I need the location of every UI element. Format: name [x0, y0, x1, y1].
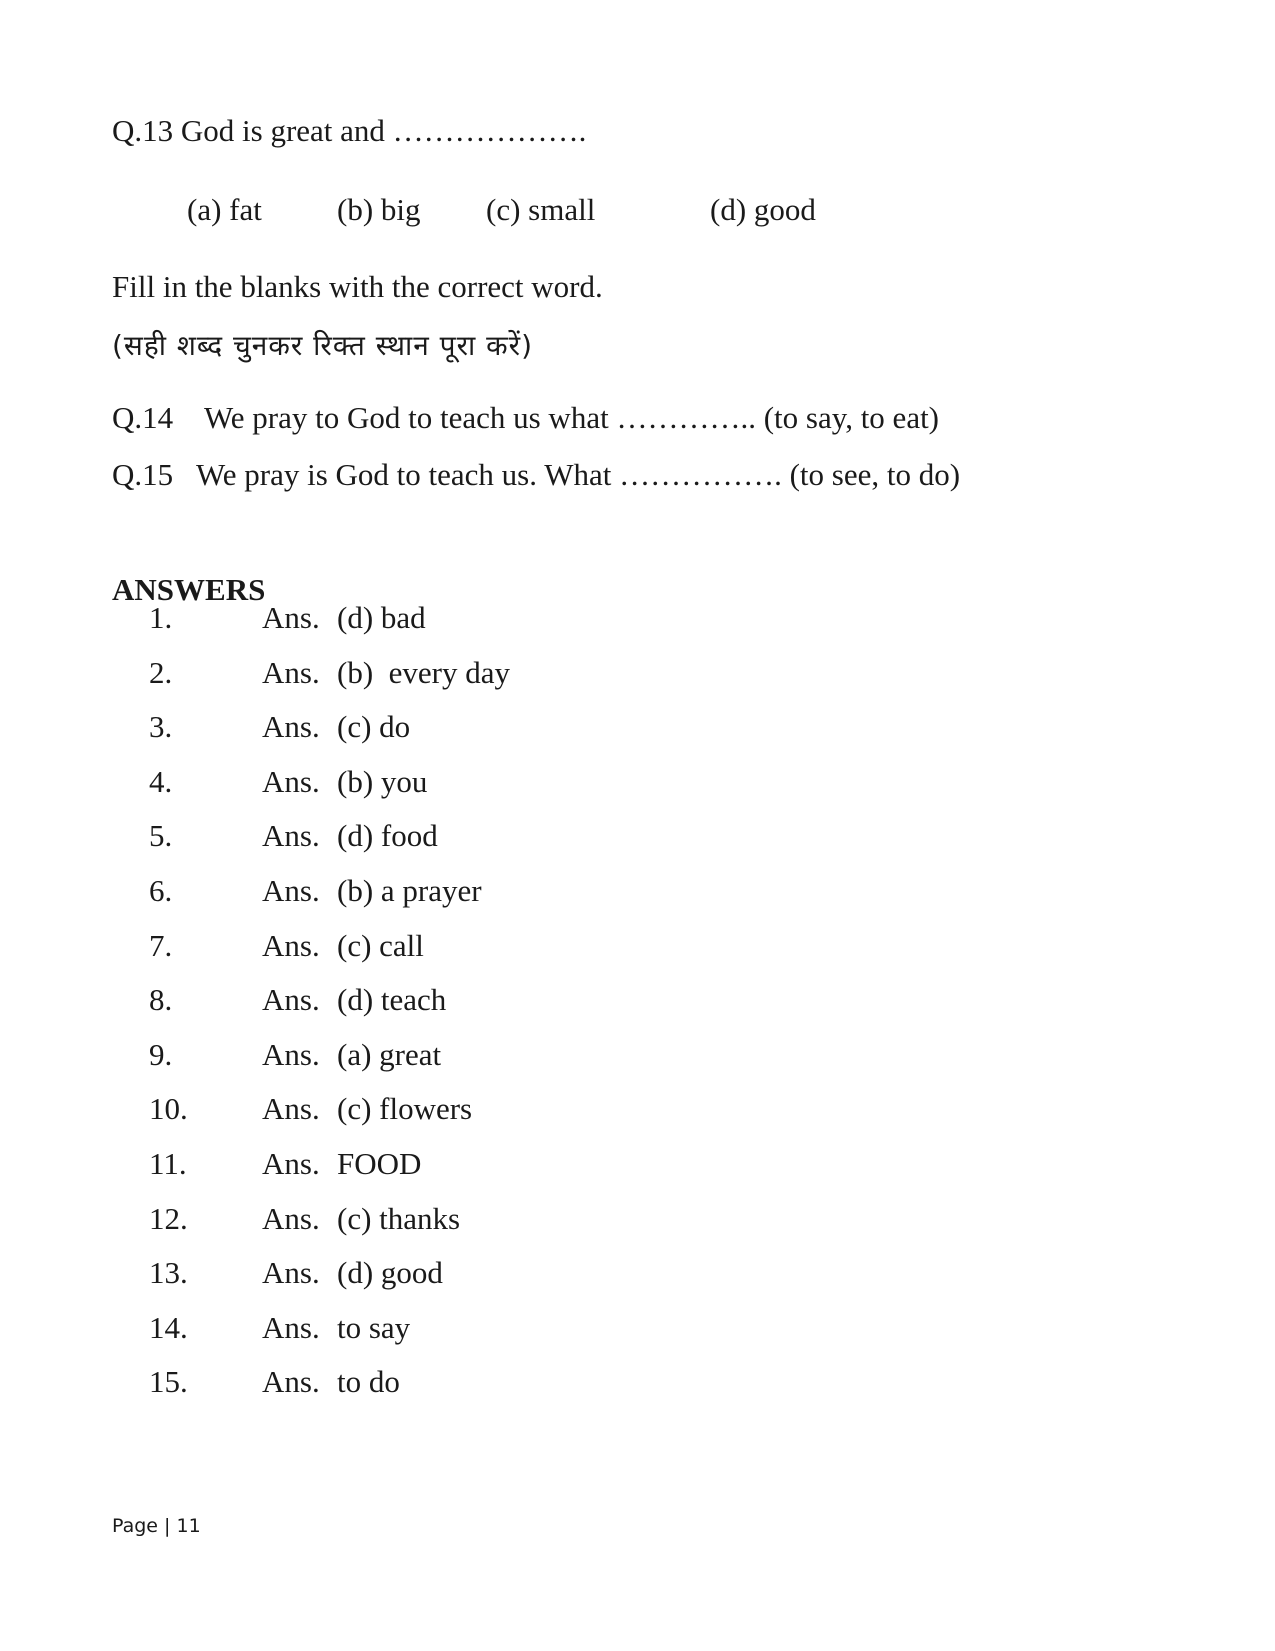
question-14-text: We pray to God to teach us what ………….. (to say, to eat) — [204, 400, 940, 435]
answers-heading: ANSWERS — [112, 572, 266, 607]
answer-prefix: Ans. — [262, 1364, 320, 1399]
answer-text: (d) good — [337, 1255, 443, 1290]
answer-number: 3. — [149, 709, 173, 744]
answer-number: 4. — [149, 764, 173, 799]
answer-text: (b) you — [337, 764, 428, 799]
answer-number: 1. — [149, 600, 173, 635]
answer-text: (c) flowers — [337, 1091, 473, 1126]
instruction-english: Fill in the blanks with the correct word. — [112, 269, 603, 304]
answer-number: 15. — [149, 1364, 188, 1399]
answer-number: 12. — [149, 1201, 188, 1236]
answer-text: FOOD — [337, 1146, 422, 1181]
answer-prefix: Ans. — [262, 928, 320, 963]
option-d: (d) good — [710, 192, 816, 227]
option-b: (b) big — [337, 192, 421, 227]
answer-number: 8. — [149, 982, 173, 1017]
answer-number: 11. — [149, 1146, 187, 1181]
answer-prefix: Ans. — [262, 982, 320, 1017]
answer-number: 13. — [149, 1255, 188, 1290]
question-15-number: Q.15 — [112, 457, 174, 492]
option-c: (c) small — [486, 192, 596, 227]
answer-number: 9. — [149, 1037, 173, 1072]
answer-text: to say — [337, 1310, 411, 1345]
answer-text: (d) teach — [337, 982, 447, 1017]
answer-number: 2. — [149, 655, 173, 690]
question-14-number: Q.14 — [112, 400, 174, 435]
answer-prefix: Ans. — [262, 600, 320, 635]
answer-prefix: Ans. — [262, 1201, 320, 1236]
answer-prefix: Ans. — [262, 764, 320, 799]
answer-number: 14. — [149, 1310, 188, 1345]
answer-number: 6. — [149, 873, 173, 908]
answer-text: (c) call — [337, 928, 424, 963]
answer-text: (d) bad — [337, 600, 426, 635]
answer-text: (d) food — [337, 818, 438, 853]
question-14 — [112, 400, 939, 436]
answer-prefix: Ans. — [262, 1255, 320, 1290]
answer-prefix: Ans. — [262, 655, 320, 690]
page-footer: Page | 11 — [112, 1515, 201, 1537]
answer-number: 5. — [149, 818, 173, 853]
answer-prefix: Ans. — [262, 1091, 320, 1126]
question-15 — [112, 457, 960, 493]
answer-text: to do — [337, 1364, 400, 1399]
answer-text: (b) every day — [337, 655, 510, 690]
answer-prefix: Ans. — [262, 1310, 320, 1345]
question-15-text: We pray is God to teach us. What ……………. (to see, to do) — [196, 457, 961, 492]
answer-prefix: Ans. — [262, 818, 320, 853]
answer-prefix: Ans. — [262, 1146, 320, 1181]
answer-number: 10. — [149, 1091, 188, 1126]
answer-prefix: Ans. — [262, 1037, 320, 1072]
instruction-hindi: (सही शब्द चुनकर रिक्त स्थान पूरा करें) — [112, 329, 534, 362]
answer-number: 7. — [149, 928, 173, 963]
question-13: Q.13 God is great and ………………. — [112, 113, 587, 148]
option-a: (a) fat — [187, 192, 262, 227]
answer-text: (c) do — [337, 709, 411, 744]
answer-text: (a) great — [337, 1037, 442, 1072]
answer-prefix: Ans. — [262, 709, 320, 744]
answer-prefix: Ans. — [262, 873, 320, 908]
answer-text: (c) thanks — [337, 1201, 461, 1236]
answer-text: (b) a prayer — [337, 873, 482, 908]
